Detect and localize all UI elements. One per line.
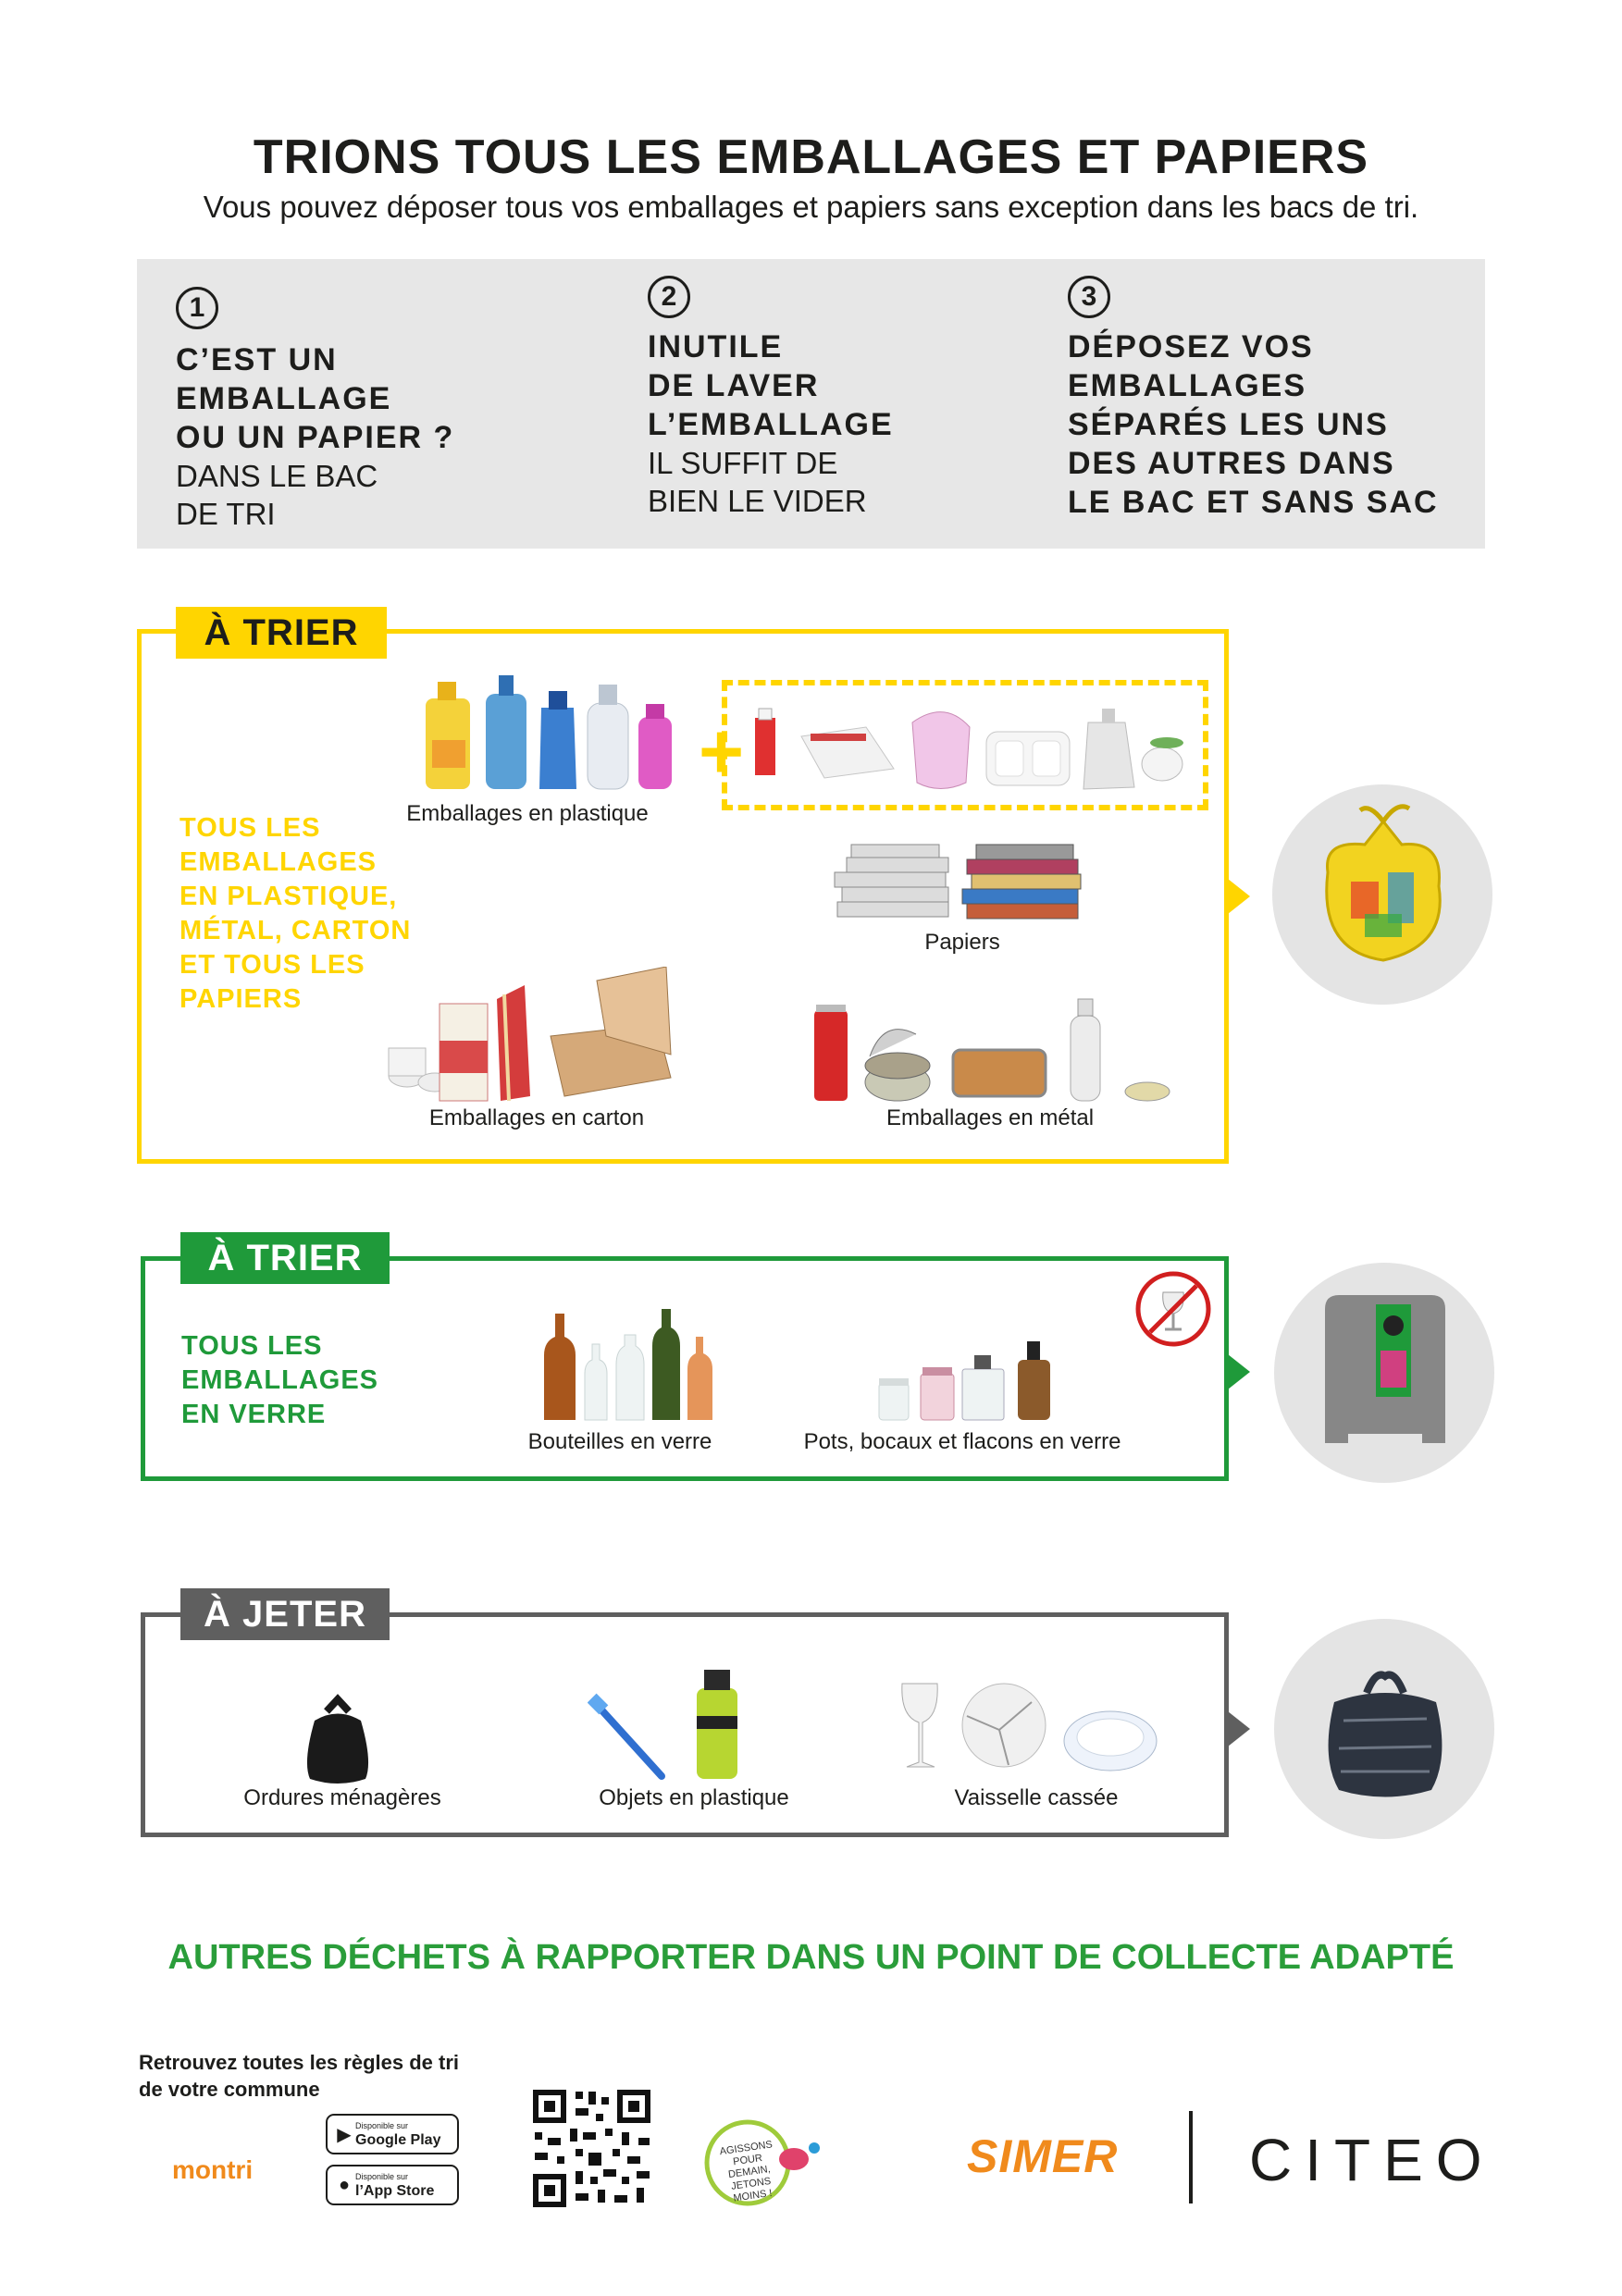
trash-bag-icon	[301, 1688, 375, 1785]
google-play-label: Google Play	[355, 2132, 441, 2148]
step-number: 1	[176, 287, 218, 329]
step-3	[1068, 276, 1439, 522]
step-number: 2	[648, 276, 690, 318]
grey-bin-circle	[1274, 1619, 1494, 1839]
google-play-icon: ▶	[337, 2124, 352, 2145]
google-play-small: Disponible sur	[355, 2121, 409, 2130]
logo-divider	[1189, 2111, 1193, 2203]
yellow-bag-icon	[1272, 784, 1492, 1005]
caption-household: Ordures ménagères	[243, 1785, 441, 1810]
step-detail: DANS LE BAC DE TRI	[176, 459, 378, 531]
app-store-label: l’App Store	[355, 2183, 435, 2199]
step-2	[648, 276, 894, 520]
extended-packaging-icon	[727, 685, 1203, 805]
grey-trash-bag-icon	[1274, 1619, 1494, 1839]
step-title: INUTILE DE LAVER L’EMBALLAGE	[648, 329, 894, 442]
step-title: C’EST UN EMBALLAGE OU UN PAPIER ?	[176, 342, 455, 455]
caption-carton: Emballages en carton	[428, 1105, 645, 1130]
montri-logo: montri	[172, 2155, 254, 2184]
grey-arrow-icon	[1228, 1711, 1250, 1747]
extended-packaging-box	[722, 680, 1208, 810]
page-subtitle: Vous pouvez déposer tous vos emballages et papiers sans exception dans les bacs de tri.	[203, 190, 1419, 224]
cardboard-icon	[375, 967, 680, 1105]
caption-jars: Pots, bocaux et flacons en verre	[803, 1429, 1121, 1454]
yellow-bin-circle	[1272, 784, 1492, 1005]
apple-icon: ●	[338, 2174, 351, 2195]
caption-plastic: Emballages en plastique	[406, 801, 649, 826]
metal-icon	[805, 990, 1175, 1110]
simer-logo: SIMER	[967, 2130, 1119, 2182]
caption-bottles: Bouteilles en verre	[527, 1429, 712, 1454]
grey-tab: À JETER	[180, 1588, 390, 1640]
glass-container-icon	[1274, 1263, 1494, 1483]
caption-broken-dishes: Vaisselle cassée	[954, 1785, 1119, 1810]
step-detail: IL SUFFIT DE BIEN LE VIDER	[648, 446, 867, 518]
citeo-logo: CITEO	[1249, 2127, 1495, 2193]
caption-papers: Papiers	[924, 930, 1000, 955]
plastic-bottles-icon	[421, 671, 680, 791]
yellow-category: TOUS LES EMBALLAGES EN PLASTIQUE, MÉTAL, CARTON ET TOUS LES PAPIERS	[180, 813, 412, 1014]
green-bin-circle	[1274, 1263, 1494, 1483]
no-glassware-icon	[1133, 1269, 1213, 1349]
green-category: TOUS LES EMBALLAGES EN VERRE	[181, 1331, 378, 1429]
green-arrow-icon	[1228, 1354, 1250, 1389]
broken-dishes-icon	[893, 1674, 1170, 1781]
other-waste-heading: AUTRES DÉCHETS À RAPPORTER DANS UN POINT DE COLLECTE ADAPTÉ	[167, 1938, 1455, 1977]
plus-icon: +	[699, 708, 745, 795]
glass-bottles-icon	[537, 1309, 722, 1425]
app-store-button[interactable]	[326, 2165, 459, 2205]
step-1	[176, 287, 454, 533]
plastic-objects-icon	[588, 1665, 773, 1781]
caption-plastic-objects: Objets en plastique	[599, 1785, 789, 1810]
yellow-tab: À TRIER	[176, 607, 387, 659]
google-play-button[interactable]	[326, 2114, 459, 2154]
yellow-arrow-icon	[1228, 879, 1250, 914]
footer-info: Retrouvez toutes les règles de tri de votre commune	[139, 2051, 459, 2101]
qr-code-icon[interactable]	[529, 2086, 654, 2211]
green-tab: À TRIER	[180, 1232, 390, 1284]
glass-jars-icon	[874, 1332, 1059, 1425]
app-store-small: Disponible sur	[355, 2172, 409, 2181]
campaign-logo	[703, 2118, 822, 2207]
papers-icon	[833, 837, 1092, 930]
page-title: TRIONS TOUS LES EMBALLAGES ET PAPIERS	[253, 130, 1369, 184]
step-number: 3	[1068, 276, 1110, 318]
caption-metal: Emballages en métal	[885, 1105, 1095, 1130]
steps-band	[137, 259, 1485, 549]
step-title: DÉPOSEZ VOS EMBALLAGES SÉPARÉS LES UNS DES AUTRES DANS LE BAC ET SANS SAC	[1068, 329, 1439, 520]
campaign-text: AGISSONS POUR DEMAIN, JETONS MOINS !	[719, 2139, 774, 2204]
